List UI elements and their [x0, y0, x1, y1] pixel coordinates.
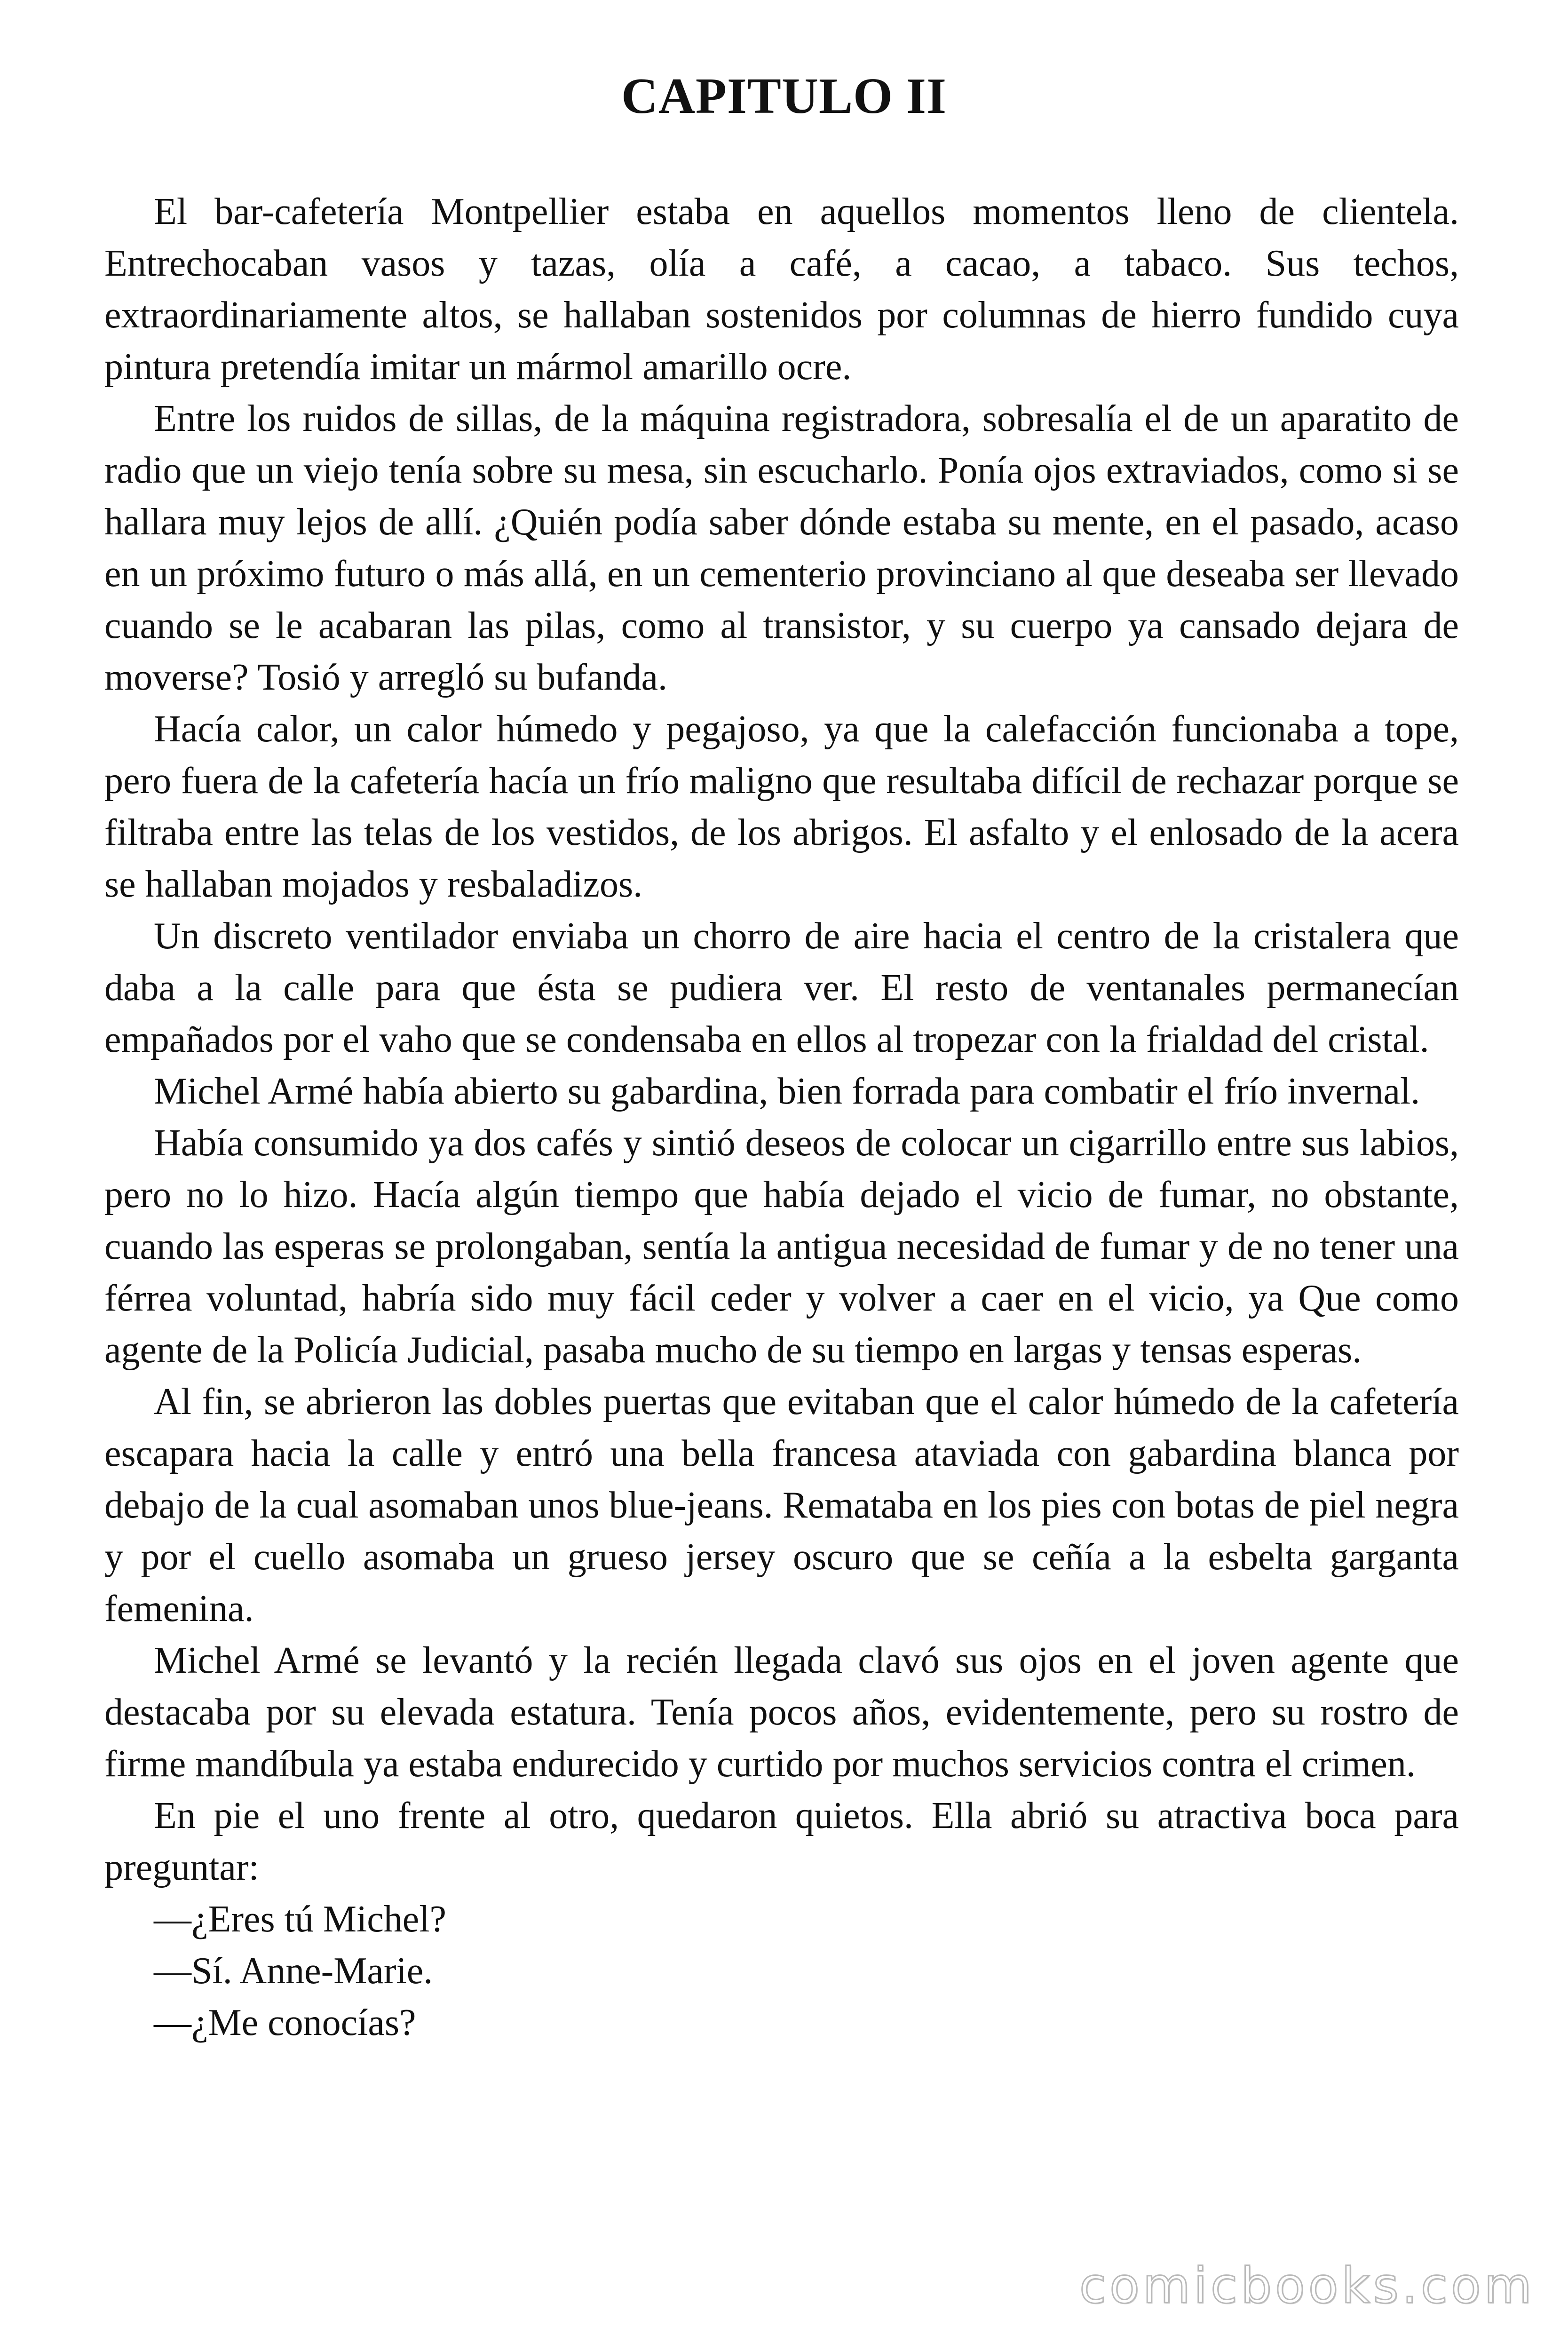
paragraph: Al fin, se abrieron las dobles puertas que evitaban que el calor húmedo de la cafetería escapara hacia la calle y entró una bella francesa ataviada con gabardina blanca por debajo de la cual asomaban unos blue-jeans. Remataba en los pies con botas de piel negra y por el cuello asomaba un grueso jersey oscuro que se ceñía a la esbelta garganta femenina.	[104, 1381, 1459, 1629]
dialogue-line: —¿Me conocías?	[154, 2002, 416, 2043]
paragraph: El bar-cafetería Montpellier estaba en aquellos momentos lleno de clientela. Entrechocaban vasos y tazas, olía a café, a cacao, a tabaco. Sus techos, extraordinariamente altos, se hallaban sostenidos por columnas de hierro fundido cuya pintura pretendía imitar un mármol amarillo ocre.	[104, 191, 1459, 388]
paragraph: Michel Armé había abierto su gabardina, bien forrada para combatir el frío invernal.	[154, 1071, 1420, 1112]
dialogue-line: —¿Eres tú Michel?	[154, 1899, 446, 1940]
watermark-text: comicbooks.com	[1079, 2257, 1535, 2314]
paragraph: En pie el uno frente al otro, quedaron quietos. Ella abrió su atractiva boca para preguntar:	[104, 1795, 1459, 1888]
paragraph: Michel Armé se levantó y la recién llegada clavó sus ojos en el joven agente que destacaba por su elevada estatura. Tenía pocos años, evidentemente, pero su rostro de firme mandíbula ya estaba endurecido y curtido por muchos servicios contra el crimen.	[104, 1640, 1459, 1785]
paragraph: Entre los ruidos de sillas, de la máquina registradora, sobresalía el de un aparatito de radio que un viejo tenía sobre su mesa, sin escucharlo. Ponía ojos extraviados, como si se hallara muy lejos de allí. ¿Quién podía saber dónde estaba su mente, en el pasado, acaso en un próximo futuro o más allá, en un cementerio provinciano al que deseaba ser llevado cuando se le acabaran las pilas, como al transistor, y su cuerpo ya cansado dejara de moverse? Tosió y arregló su bufanda.	[104, 398, 1459, 698]
paragraph: Un discreto ventilador enviaba un chorro de aire hacia el centro de la cristalera que daba a la calle para que ésta se pudiera ver. El resto de ventanales permanecían empañados por el vaho que se condensaba en ellos al tropezar con la frialdad del cristal.	[104, 915, 1459, 1060]
paragraph: Hacía calor, un calor húmedo y pegajoso, ya que la calefacción funcionaba a tope, pero fuera de la cafetería hacía un frío maligno que resultaba difícil de rechazar porque se filtraba entre las telas de los vestidos, de los abrigos. El asfalto y el enlosado de la acera se hallaban mojados y resbaladizos.	[104, 708, 1459, 905]
paragraph: Había consumido ya dos cafés y sintió deseos de colocar un cigarrillo entre sus labios, pero no lo hizo. Hacía algún tiempo que había dejado el vicio de fumar, no obstante, cuando las esperas se prolongaban, sentía la antigua necesidad de fumar y de no tener una férrea voluntad, habría sido muy fácil ceder y volver a caer en el vicio, ya Que como agente de la Policía Judicial, pasaba mucho de su tiempo en largas y tensas esperas.	[104, 1122, 1459, 1371]
chapter-body	[104, 186, 1459, 2049]
chapter-title: CAPITULO II	[621, 68, 947, 124]
dialogue-line: —Sí. Anne-Marie.	[154, 1950, 433, 1992]
